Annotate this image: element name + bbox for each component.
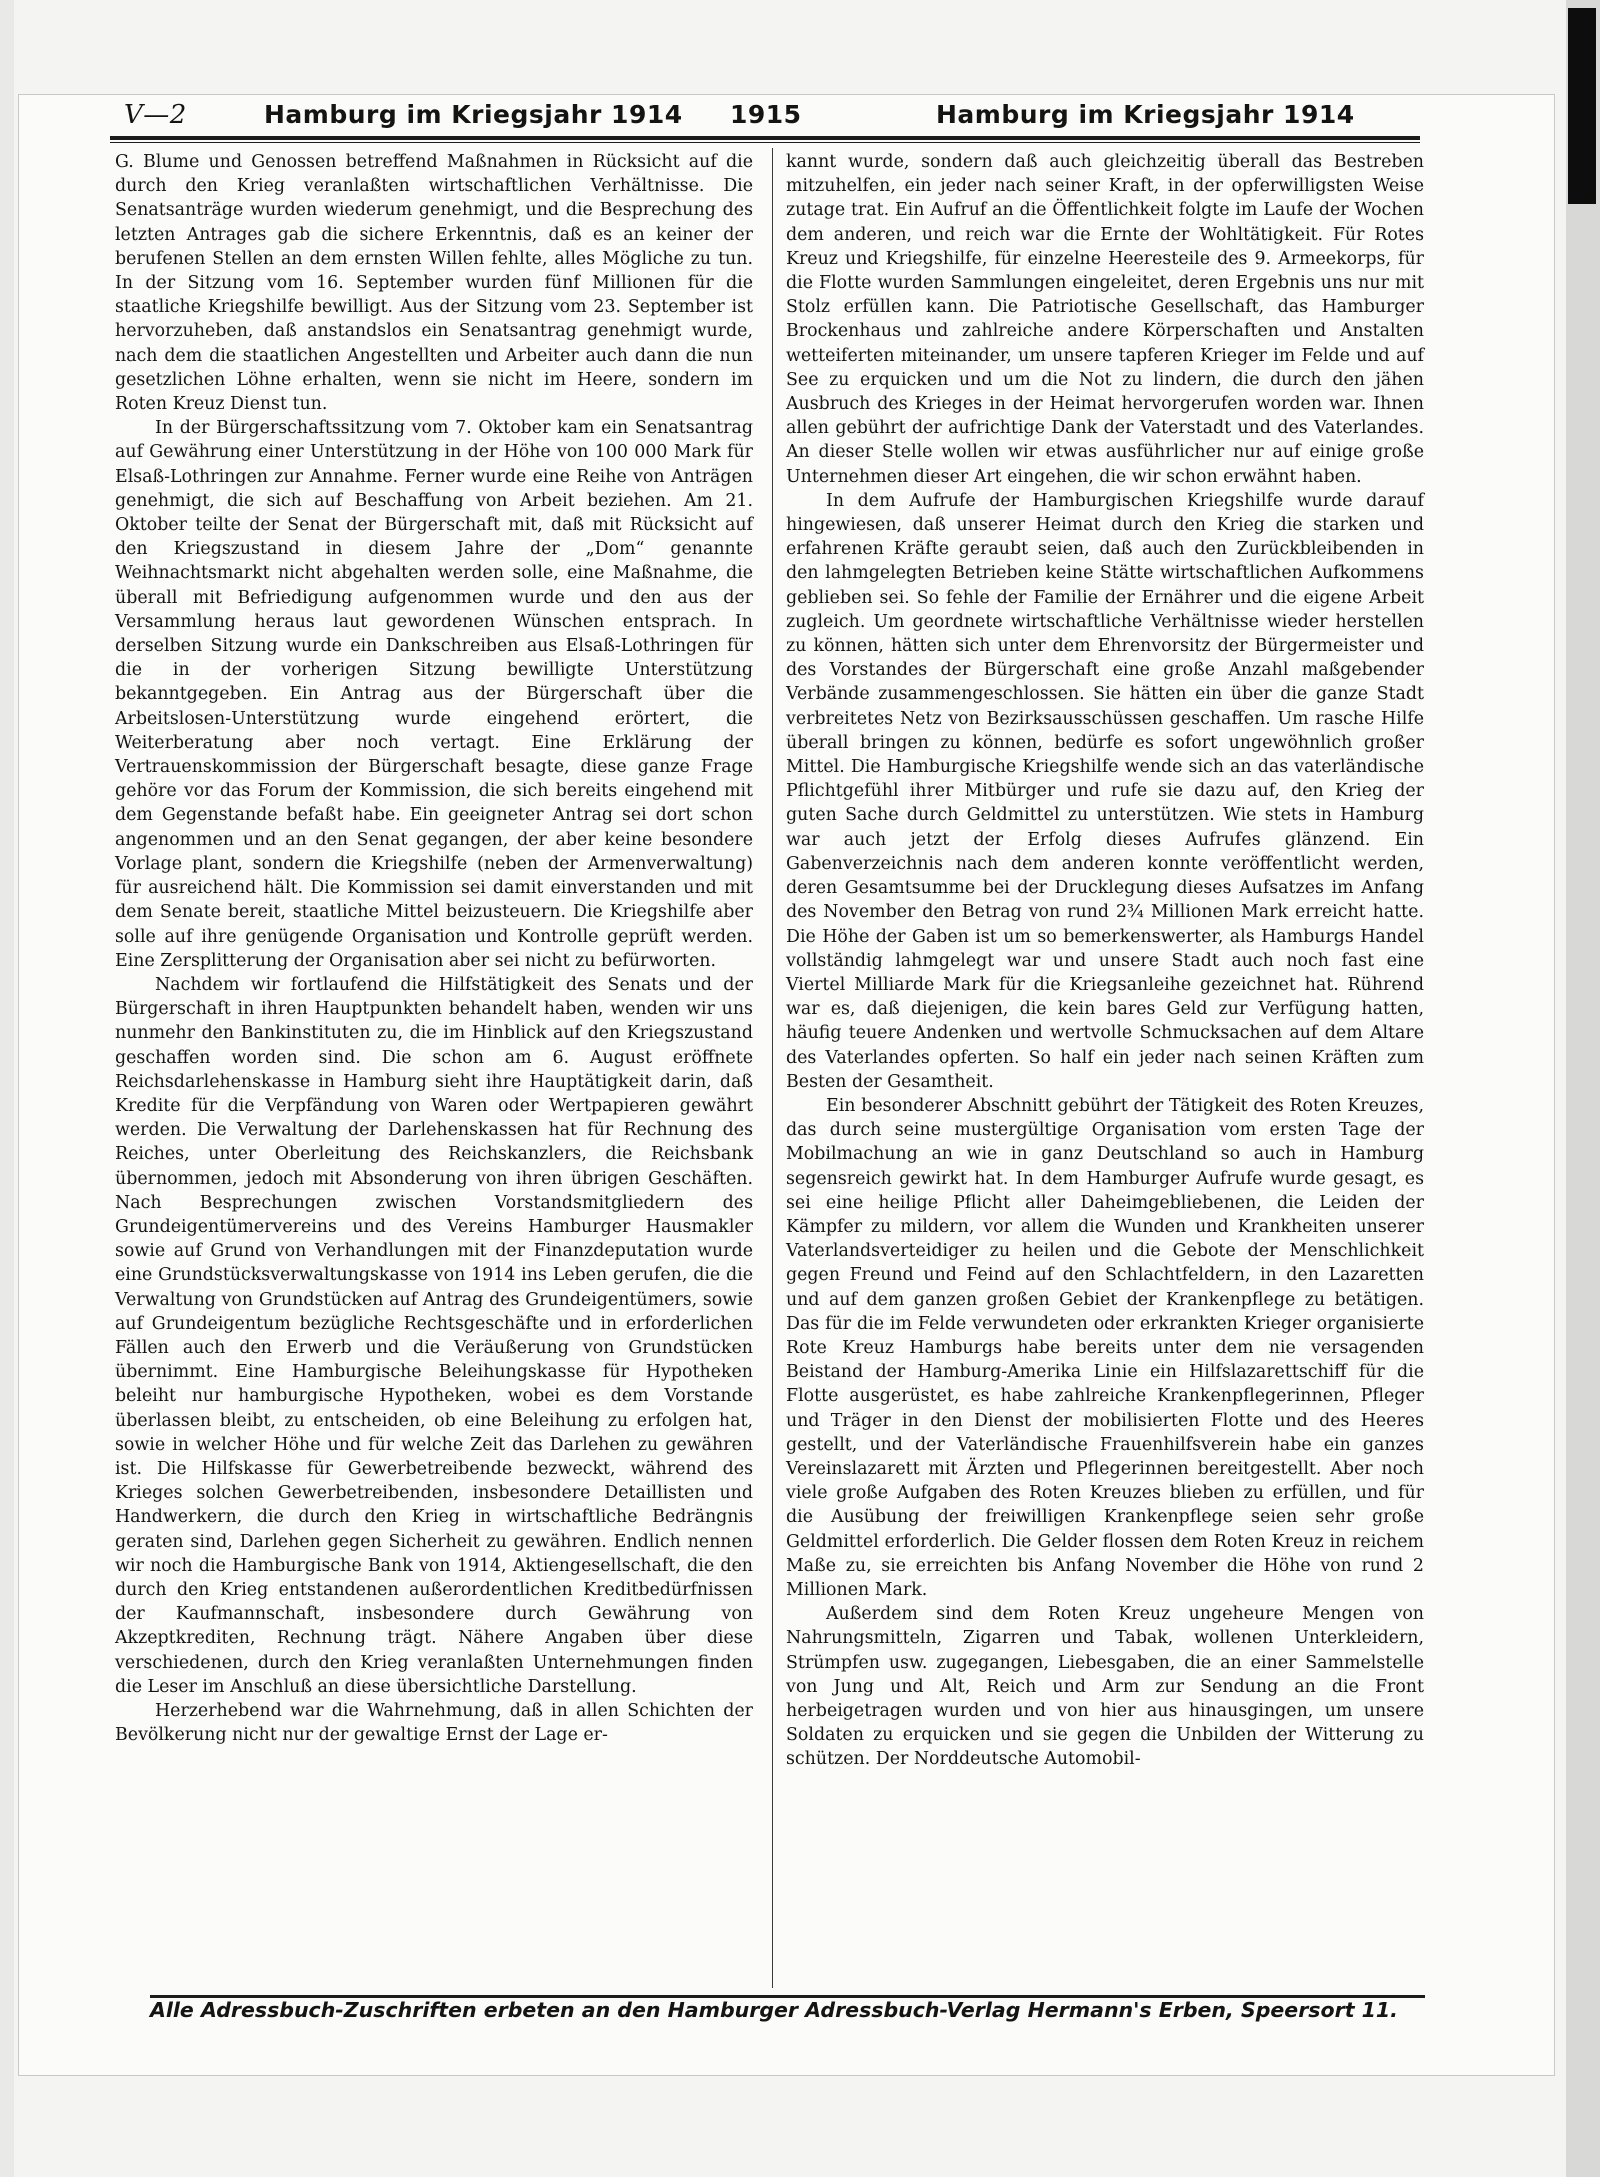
header-title-left: Hamburg im Kriegsjahr 1914 xyxy=(264,100,683,129)
paragraph: Außerdem sind dem Roten Kreuz ungeheure Mengen von Nahrungsmitteln, Zigarren und Tabak, wollenen Unterkleidern, Strümpfen usw. zugegangen, Liebesgaben, die an einer Sammelstelle von Jung und Alt, Reich und Arm zur Sendung an die Front herbeigetragen wurden und von hier aus hinausgingen, um unsere Soldaten zu erquicken und sie gegen die Unbilden der Witterung zu schützen. Der Norddeutsche Automobil- xyxy=(786,1604,1424,1770)
scan-border-right xyxy=(1566,0,1600,2177)
paragraph: In der Bürgerschaftssitzung vom 7. Oktober kam ein Senatsantrag auf Gewährung einer Unterstützung in der Höhe von 100 000 Mark für Elsaß-Lothringen zur Annahme. Ferner wurde eine Reihe von Anträgen genehmigt, die sich auf Beschaffung von Arbeit beziehen. Am 21. Oktober teilte der Senat der Bürgerschaft mit, daß mit Rücksicht auf den Kriegszustand in diesem Jahre der „Dom“ genannte Weihnachtsmarkt nicht abgehalten werden solle, eine Maßnahme, die überall mit Befriedigung aufgenommen wurde und den aus der Versammlung heraus laut gewordenen Wünschen entsprach. In derselben Sitzung wurde ein Dankschreiben aus Elsaß-Lothringen für die in der vorherigen Sitzung bewilligte Unterstützung bekanntgegeben. Ein Antrag aus der Bürgerschaft über die Arbeitslosen-Unterstützung wurde eingehend erörtert, die Weiterberatung aber noch vertagt. Eine Erklärung der Vertrauenskommission der Bürgerschaft besagte, diese ganze Frage gehöre vor das Forum der Kommission, die sich bereits eingehend mit dem Gegenstande befaßt habe. Ein geeigneter Antrag sei dort schon angenommen und an den Senat gegangen, der aber keine besondere Vorlage plant, sondern die Kriegshilfe (neben der Armenverwaltung) für ausreichend hält. Die Kommission sei damit einverstanden und mit dem Senate bereit, staatliche Mittel beizusteuern. Die Kriegshilfe aber solle auf ihre genügende Organisation und Kontrolle geprüft werden. Eine Zersplitterung der Organisation aber sei nicht zu befürworten. xyxy=(115,418,753,971)
header-rule xyxy=(110,136,1420,143)
left-column xyxy=(115,150,753,1747)
paragraph: Nachdem wir fortlaufend die Hilfstätigkeit des Senats und der Bürgerschaft in ihren Hauptpunkten behandelt haben, wenden wir uns nunmehr den Bankinstituten zu, die im Hinblick auf den Kriegszustand geschaffen worden sind. Die schon am 6. August eröffnete Reichsdarlehenskasse in Hamburg sieht ihre Hauptätigkeit darin, daß Kredite für die Verpfändung von Waren oder Wertpapieren gewährt werden. Die Verwaltung der Darlehenskassen hat für Rechnung des Reiches, unter Oberleitung des Reichskanzlers, die Reichsbank übernommen, jedoch mit Absonderung von ihren übrigen Geschäften. Nach Besprechungen zwischen Vorstandsmitgliedern des Grundeigentümervereins und des Vereins Hamburger Hausmakler sowie auf Grund von Verhandlungen mit der Finanzdeputation wurde eine Grundstücksverwaltungskasse von 1914 ins Leben gerufen, die die Verwaltung von Grundstücken auf Antrag des Grundeigentümers, sowie auf Grundeigentum bezügliche Rechtsgeschäfte und in erforderlichen Fällen auch den Erwerb und die Veräußerung von Grundstücken übernimmt. Eine Hamburgische Beleihungskasse für Hypotheken beleiht nur hamburgische Hypotheken, wobei es dem Vorstande überlassen bleibt, zu entscheiden, ob eine Beleihung zu erfolgen hat, sowie in welcher Höhe und für welche Zeit das Darlehen zu gewähren ist. Die Hilfskasse für Gewerbetreibende bezweckt, während des Krieges solchen Gewerbetreibenden, insbesondere Detaillisten und Handwerkern, die durch den Krieg in wirtschaftliche Bedrängnis geraten sind, Darlehen gegen Sicherheit zu gewähren. Endlich nennen wir noch die Hamburgische Bank von 1914, Aktiengesellschaft, die den durch den Krieg entstandenen außerordentlichen Kreditbedürfnissen der Kaufmannschaft, insbesondere durch Gewährung von Akzeptkrediten, Rechnung trägt. Nähere Angaben über diese verschiedenen, durch den Krieg veranlaßten Unternehmungen finden die Leser im Anschluß an diese übersichtliche Darstellung. xyxy=(115,974,753,1697)
column-divider xyxy=(772,148,773,1988)
scan-border-left xyxy=(0,0,14,2177)
footer-notice: Alle Adressbuch-Zuschriften erbeten an den Hamburger Adressbuch-Verlag Hermann's Erben, Speersort 11. xyxy=(150,1998,1398,2022)
paragraph: kannt wurde, sondern daß auch gleichzeitig überall das Bestreben mitzuhelfen, ein jeder nach seiner Kraft, in der opferwilligsten Weise zutage trat. Ein Aufruf an die Öffentlichkeit folgte im Laufe der Wochen dem anderen, und reich war die Ernte der Wohltätigkeit. Für Rotes Kreuz und Kriegshilfe, für einzelne Heeresteile des 9. Armeekorps, für die Flotte wurden Sammlungen eingeleitet, deren Ergebnis uns nur mit Stolz erfüllen kann. Die Patriotische Gesellschaft, das Hamburger Brockenhaus und zahlreiche andere Körperschaften und Anstalten wetteiferten miteinander, um unsere tapferen Krieger im Felde und auf See zu erquicken und um die Not zu lindern, die durch den jähen Ausbruch des Krieges in der Heimat hervorgerufen worden war. Ihnen allen gebührt der aufrichtige Dank der Vaterstadt und des Vaterlandes. An dieser Stelle wollen wir etwas ausführlicher nur auf einige große Unternehmen dieser Art eingehen, die wir schon erwähnt haben. xyxy=(786,152,1424,487)
running-header xyxy=(110,100,1420,136)
paragraph: Herzerhebend war die Wahrnehmung, daß in allen Schichten der Bevölkerung nicht nur der gewaltige Ernst der Lage er- xyxy=(115,1701,753,1746)
right-column xyxy=(786,150,1424,1772)
paragraph: In dem Aufrufe der Hamburgischen Kriegshilfe wurde darauf hingewiesen, daß unserer Heimat durch den Krieg die starken und erfahrenen Kräfte geraubt seien, daß auch den Zurückbleibenden in den lahmgelegten Betrieben keine Stätte wirtschaftlichen Aufkommens geblieben sei. So fehle der Familie der Ernährer und die eigene Arbeit zugleich. Um geordnete wirtschaftliche Verhältnisse wieder herstellen zu können, hätten sich unter dem Ehrenvorsitz der Bürgermeister und des Vorstandes der Bürgerschaft eine große Anzahl maßgebender Verbände zusammengeschlossen. Sie hätten ein über die ganze Stadt verbreitetes Netz von Bezirksausschüssen geschaffen. Um rasche Hilfe überall bringen zu können, bedürfe es sofort ungewöhnlich großer Mittel. Die Hamburgische Kriegshilfe wende sich an das vaterländische Pflichtgefühl ihrer Mitbürger und rufe sie dazu auf, den Krieg der guten Sache durch Geldmittel zu unterstützen. Wie stets in Hamburg war auch jetzt der Erfolg dieses Aufrufes glänzend. Ein Gabenverzeichnis nach dem anderen konnte veröffentlicht werden, deren Gesamtsumme bei der Drucklegung dieses Aufsatzes im Anfang des November den Betrag von rund 2¾ Millionen Mark erreicht hatte. Die Höhe der Gaben ist um so bemerkenswerter, als Hamburgs Handel vollständig lahmgelegt war und unsere Stadt auch noch fast eine Viertel Milliarde Mark für die Kriegsanleihe gezeichnet hat. Rührend war es, daß diejenigen, die kein bares Geld zur Verfügung hatten, häufig teuere Andenken und wertvolle Schmucksachen auf dem Altare des Vaterlandes opferten. So half ein jeder nach seinen Kräften zum Besten der Gesamtheit. xyxy=(786,490,1424,1092)
header-year: 1915 xyxy=(730,100,802,129)
header-title-right: Hamburg im Kriegsjahr 1914 xyxy=(936,100,1355,129)
paragraph: Ein besonderer Abschnitt gebührt der Tätigkeit des Roten Kreuzes, das durch seine mustergültige Organisation vom ersten Tage der Mobilmachung an wie in ganz Deutschland so auch in Hamburg segensreich gewirkt hat. In dem Hamburger Aufrufe wurde gesagt, es sei eine heilige Pflicht aller Daheimgebliebenen, die Leiden der Kämpfer zu mildern, vor allem die Wunden und Krankheiten unserer Vaterlandsverteidiger zu heilen und die Gebote der Menschlichkeit gegen Freund und Feind auf den Schlachtfeldern, in den Lazaretten und auf dem ganzen großen Gebiet der Krankenpflege zu betätigen. Das für die im Felde verwundeten oder erkrankten Krieger organisierte Rote Kreuz Hamburgs habe bereits unter dem nie versagenden Beistand der Hamburg-Amerika Linie ein Hilfslazarettschiff für die Flotte ausgerüstet, es habe zahlreiche Krankenpflegerinnen, Pfleger und Träger in den Dienst der mobilisierten Flotte und des Heeres gestellt, und der Vaterländische Frauenhilfsverein habe ein ganzes Vereinslazarett mit Ärzten und Pflegerinnen bereitgestellt. Aber noch viele große Aufgaben des Roten Kreuzes blieben zu erfüllen, und für die Ausübung der freiwilligen Krankenpflege seien sehr große Geldmittel erforderlich. Die Gelder flossen dem Roten Kreuz in reichem Maße zu, sie erreichten bis Anfang November die Höhe von rund 2 Millionen Mark. xyxy=(786,1095,1424,1600)
scan-marker-bar xyxy=(1568,8,1596,204)
page-number: V—2 xyxy=(124,100,187,130)
paragraph: G. Blume und Genossen betreffend Maßnahmen in Rücksicht auf die durch den Krieg veranlaßten wirtschaftlichen Verhältnisse. Die Senatsanträge wurden wiederum genehmigt, und die Besprechung des letzten Antrages gab die sichere Erkenntnis, daß es an keiner der berufenen Stellen an dem ernsten Willen fehlte, alles Mögliche zu tun. In der Sitzung vom 16. September wurden fünf Millionen für die staatliche Kriegshilfe bewilligt. Aus der Sitzung vom 23. September ist hervorzuheben, daß anstandslos ein Senatsantrag genehmigt wurde, nach dem die staatlichen Angestellten und Arbeiter auch dann die nun gesetzlichen Löhne erhalten, wenn sie nicht im Heere, sondern im Roten Kreuz Dienst tun. xyxy=(115,152,753,415)
